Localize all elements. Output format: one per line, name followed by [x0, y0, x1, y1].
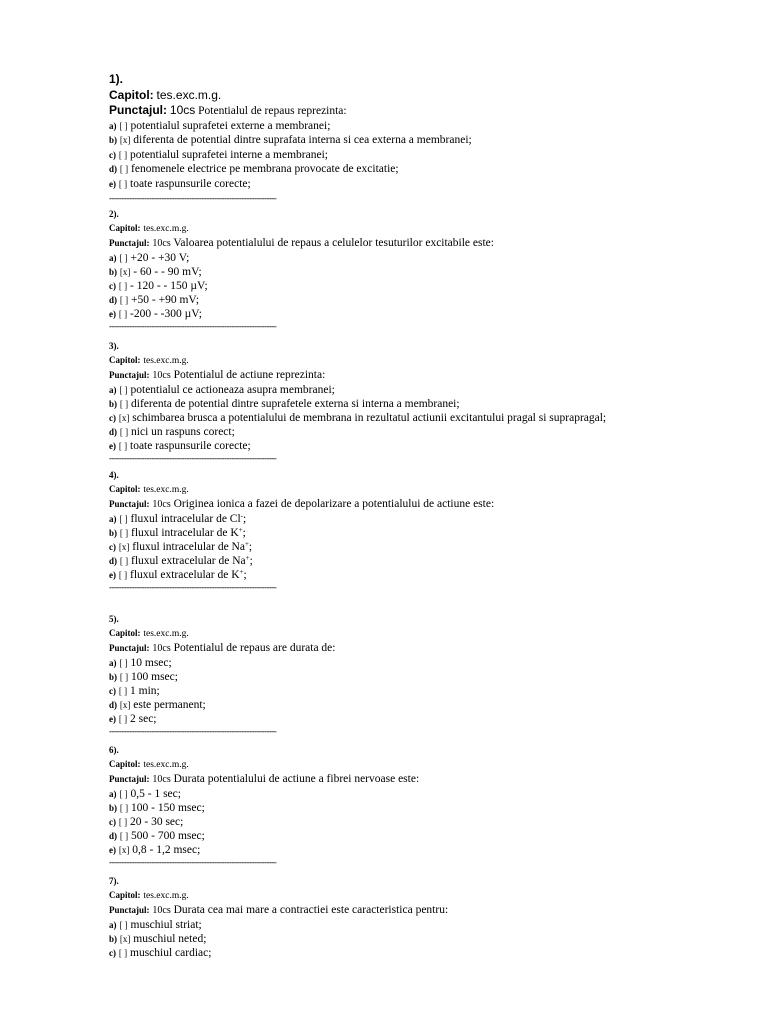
- answer-checkbox: [ ]: [118, 178, 128, 189]
- option-text: toate raspunsurile corecte;: [130, 177, 251, 190]
- chapter-value: tes.exc.m.g.: [143, 485, 189, 495]
- answer-checkbox: [x]: [118, 542, 130, 552]
- answer-checkbox: [x]: [118, 845, 130, 855]
- option-text: 10 msec;: [130, 657, 172, 669]
- score-value: 10cs: [169, 103, 196, 117]
- question-number: 3).: [109, 341, 119, 351]
- question-block: [109, 874, 448, 960]
- option-line: [109, 656, 336, 670]
- charge-superscript: +: [245, 554, 250, 562]
- option-letter: c): [109, 413, 116, 423]
- option-letter: c): [109, 281, 116, 291]
- answer-checkbox: [ ]: [119, 803, 129, 813]
- question-text: Potentialul de repaus are durata de:: [173, 642, 336, 654]
- option-line: [109, 439, 606, 453]
- answer-checkbox: [ ]: [119, 385, 128, 395]
- chapter-line: [109, 88, 472, 104]
- score-label: Punctajul:: [109, 103, 168, 117]
- option-line: [109, 177, 472, 192]
- score-value: 10cs: [152, 499, 171, 510]
- answer-checkbox: [ ]: [119, 920, 128, 930]
- separator-line: [109, 726, 336, 737]
- question-number-line: [109, 612, 336, 626]
- answer-checkbox: [ ]: [119, 514, 128, 524]
- score-value: 10cs: [152, 774, 171, 785]
- answer-checkbox: [ ]: [118, 948, 128, 958]
- option-line: [109, 133, 472, 148]
- score-label: Punctajul:: [109, 905, 150, 915]
- question-block: [109, 468, 494, 593]
- option-line: [109, 397, 606, 411]
- option-line: [109, 932, 448, 946]
- option-letter: b): [109, 934, 118, 944]
- separator: -------------------------------------------------------------------: [109, 321, 277, 331]
- question-number: 1).: [109, 72, 124, 86]
- option-text: muschiul cardiac;: [130, 947, 212, 959]
- option-text: muschiul neted;: [133, 933, 207, 945]
- question-text: Durata potentialului de actiune a fibrei nervoase este:: [173, 773, 420, 785]
- option-text: - 120 - - 150 µV;: [130, 280, 208, 292]
- option-text: +50 - +90 mV;: [131, 294, 200, 306]
- option-punctuation: ;: [249, 555, 253, 567]
- answer-checkbox: [ ]: [119, 399, 129, 409]
- option-punctuation: ;: [242, 527, 246, 539]
- charge-superscript: +: [238, 526, 243, 534]
- answer-checkbox: [x]: [118, 413, 130, 423]
- option-line: [109, 554, 494, 568]
- option-line: [109, 148, 472, 163]
- question-number-line: [109, 207, 494, 221]
- answer-checkbox: [ ]: [119, 427, 129, 437]
- question-number: 7).: [109, 876, 119, 886]
- option-line: [109, 843, 419, 857]
- option-letter: e): [109, 441, 116, 451]
- question-number: 5).: [109, 614, 119, 624]
- answer-checkbox: [ ]: [119, 253, 128, 263]
- chapter-value: tes.exc.m.g.: [143, 629, 189, 639]
- option-letter: b): [109, 135, 118, 145]
- question-text: Durata cea mai mare a contractiei este caracteristica pentru:: [173, 904, 449, 916]
- charge-superscript: -: [240, 512, 244, 520]
- option-line: [109, 787, 419, 801]
- option-line: [109, 698, 336, 712]
- option-letter: a): [109, 658, 117, 668]
- option-letter: a): [109, 514, 117, 524]
- score-label: Punctajul:: [109, 774, 150, 784]
- answer-checkbox: [x]: [119, 267, 131, 277]
- option-line: [109, 119, 472, 134]
- option-text: potentialul suprafetei externe a membranei;: [130, 119, 331, 132]
- option-line: [109, 801, 419, 815]
- score-label: Punctajul:: [109, 643, 150, 653]
- chapter-line: [109, 626, 336, 641]
- chapter-label: Capitol:: [109, 890, 141, 900]
- answer-checkbox: [ ]: [119, 658, 128, 668]
- option-text: fluxul intracelular de Na: [132, 541, 245, 553]
- option-letter: a): [109, 789, 117, 799]
- question-text: Originea ionica a fazei de depolarizare a potentialului de actiune este:: [173, 498, 495, 510]
- answer-checkbox: [ ]: [119, 528, 129, 538]
- option-line: [109, 568, 494, 582]
- charge-superscript: +: [244, 540, 249, 548]
- option-letter: a): [109, 120, 117, 131]
- chapter-value: tes.exc.m.g.: [143, 356, 189, 366]
- score-line: [109, 368, 606, 383]
- separator-line: [109, 582, 494, 593]
- question-number-line: [109, 874, 448, 888]
- option-letter: a): [109, 385, 117, 395]
- chapter-label: Capitol:: [109, 628, 141, 638]
- separator: -------------------------------------------------------------------: [109, 193, 277, 203]
- question-block: [109, 339, 606, 464]
- option-line: [109, 540, 494, 554]
- option-letter: d): [109, 556, 118, 566]
- option-line: [109, 815, 419, 829]
- option-letter: d): [109, 831, 118, 841]
- question-block: [109, 612, 336, 737]
- answer-checkbox: [x]: [119, 135, 131, 145]
- answer-checkbox: [ ]: [119, 556, 129, 566]
- answer-checkbox: [ ]: [118, 570, 128, 580]
- option-line: [109, 918, 448, 932]
- option-line: [109, 512, 494, 526]
- chapter-value: tes.exc.m.g.: [156, 87, 222, 102]
- option-text: 1 min;: [130, 685, 160, 697]
- chapter-line: [109, 757, 419, 772]
- score-label: Punctajul:: [109, 238, 150, 248]
- answer-checkbox: [ ]: [118, 149, 128, 160]
- answer-checkbox: [x]: [119, 934, 131, 944]
- question-text: Valoarea potentialului de repaus a celulelor tesuturilor excitabile este:: [173, 237, 494, 249]
- score-value: 10cs: [152, 643, 171, 654]
- option-letter: b): [109, 267, 118, 277]
- option-letter: c): [109, 948, 116, 958]
- option-text: 100 - 150 msec;: [131, 802, 205, 814]
- option-text: 20 - 30 sec;: [130, 816, 184, 828]
- option-letter: c): [109, 817, 116, 827]
- option-line: [109, 162, 472, 177]
- score-line: [109, 497, 494, 512]
- option-line: [109, 946, 448, 960]
- option-line: [109, 251, 494, 265]
- score-value: 10cs: [152, 370, 171, 381]
- option-punctuation: ;: [248, 541, 253, 553]
- answer-checkbox: [ ]: [119, 295, 129, 305]
- option-letter: e): [109, 178, 116, 189]
- answer-checkbox: [ ]: [118, 309, 128, 319]
- option-letter: b): [109, 672, 118, 682]
- option-text: +20 - +30 V;: [130, 252, 190, 264]
- chapter-line: [109, 221, 494, 236]
- option-text: potentialul suprafetei interne a membranei;: [130, 148, 328, 161]
- option-text: este permanent;: [133, 699, 206, 711]
- question-number-line: [109, 72, 472, 88]
- option-text: 100 msec;: [131, 671, 178, 683]
- question-number: 6).: [109, 745, 119, 755]
- score-line: [109, 641, 336, 656]
- option-line: [109, 684, 336, 698]
- option-line: [109, 829, 419, 843]
- chapter-line: [109, 888, 448, 903]
- option-text: nici un raspuns corect;: [131, 426, 235, 438]
- score-value: 10cs: [152, 905, 171, 916]
- question-number: 4).: [109, 470, 119, 480]
- option-line: [109, 411, 606, 425]
- separator-line: [109, 453, 606, 464]
- option-letter: d): [109, 427, 118, 437]
- option-text: muschiul striat;: [130, 919, 202, 931]
- separator: -------------------------------------------------------------------: [109, 857, 277, 867]
- answer-checkbox: [ ]: [119, 164, 129, 174]
- separator-line: [109, 321, 494, 332]
- option-letter: d): [109, 295, 118, 305]
- question-number: 2).: [109, 209, 119, 219]
- option-letter: e): [109, 845, 116, 855]
- option-text: 2 sec;: [130, 713, 157, 725]
- score-line: [109, 103, 472, 119]
- option-letter: e): [109, 714, 116, 724]
- question-block: [109, 72, 472, 206]
- option-text: fluxul extracelular de Na: [131, 555, 246, 567]
- separator-line: [109, 191, 472, 206]
- separator-line: [109, 857, 419, 868]
- chapter-line: [109, 353, 606, 368]
- option-line: [109, 526, 494, 540]
- chapter-label: Capitol:: [109, 87, 154, 102]
- answer-checkbox: [ ]: [118, 441, 128, 451]
- option-letter: b): [109, 803, 118, 813]
- option-letter: c): [109, 542, 116, 552]
- score-line: [109, 236, 494, 251]
- answer-checkbox: [x]: [119, 700, 131, 710]
- question-block: [109, 207, 494, 332]
- option-letter: a): [109, 920, 117, 930]
- option-text: schimbarea brusca a potentialului de membrana in rezultatul actiunii excitantului pragal si suprapragal;: [132, 412, 607, 424]
- option-line: [109, 265, 494, 279]
- option-text: fluxul intracelular de Cl: [130, 513, 241, 525]
- chapter-label: Capitol:: [109, 484, 141, 494]
- answer-checkbox: [ ]: [119, 789, 128, 799]
- option-text: diferenta de potential dintre suprafetele externa si interna a membranei;: [131, 398, 460, 410]
- question-number-line: [109, 468, 494, 482]
- answer-checkbox: [ ]: [118, 817, 128, 827]
- option-punctuation: ;: [243, 513, 247, 525]
- option-text: 0,8 - 1,2 msec;: [132, 844, 201, 856]
- chapter-value: tes.exc.m.g.: [143, 760, 189, 770]
- answer-checkbox: [ ]: [118, 686, 128, 696]
- separator: -------------------------------------------------------------------: [109, 453, 277, 463]
- question-text: Potentialul de repaus reprezinta:: [198, 105, 347, 117]
- option-letter: c): [109, 686, 116, 696]
- separator: -------------------------------------------------------------------: [109, 582, 277, 592]
- option-punctuation: ;: [243, 569, 247, 581]
- option-letter: d): [109, 164, 118, 174]
- score-line: [109, 772, 419, 787]
- option-line: [109, 425, 606, 439]
- option-text: toate raspunsurile corecte;: [130, 440, 251, 452]
- option-text: diferenta de potential dintre suprafata interna si cea externa a membranei;: [133, 134, 472, 146]
- option-text: fluxul intracelular de K: [131, 527, 239, 539]
- option-letter: e): [109, 309, 116, 319]
- chapter-label: Capitol:: [109, 223, 141, 233]
- option-letter: b): [109, 399, 118, 409]
- option-letter: d): [109, 700, 118, 710]
- option-text: fenomenele electrice pe membrana provocate de excitatie;: [131, 163, 399, 175]
- chapter-value: tes.exc.m.g.: [143, 891, 189, 901]
- option-line: [109, 670, 336, 684]
- option-line: [109, 307, 494, 321]
- option-letter: e): [109, 570, 116, 580]
- charge-superscript: +: [239, 568, 244, 576]
- separator: -------------------------------------------------------------------: [109, 726, 277, 736]
- chapter-line: [109, 482, 494, 497]
- question-number-line: [109, 339, 606, 353]
- answer-checkbox: [ ]: [119, 831, 129, 841]
- option-text: -200 - -300 µV;: [130, 308, 202, 320]
- chapter-value: tes.exc.m.g.: [143, 224, 189, 234]
- option-line: [109, 383, 606, 397]
- option-letter: a): [109, 253, 117, 263]
- question-text: Potentialul de actiune reprezinta:: [173, 369, 326, 381]
- answer-checkbox: [ ]: [118, 714, 128, 724]
- score-line: [109, 903, 448, 918]
- chapter-label: Capitol:: [109, 759, 141, 769]
- score-label: Punctajul:: [109, 370, 150, 380]
- option-line: [109, 712, 336, 726]
- question-number-line: [109, 743, 419, 757]
- score-label: Punctajul:: [109, 499, 150, 509]
- option-text: - 60 - - 90 mV;: [133, 266, 202, 278]
- answer-checkbox: [ ]: [118, 281, 128, 291]
- answer-checkbox: [ ]: [119, 120, 128, 131]
- option-text: fluxul extracelular de K: [130, 569, 240, 581]
- option-text: 500 - 700 msec;: [131, 830, 205, 842]
- option-text: 0,5 - 1 sec;: [130, 788, 181, 800]
- answer-checkbox: [ ]: [119, 672, 129, 682]
- score-value: 10cs: [152, 238, 171, 249]
- option-letter: c): [109, 149, 116, 160]
- option-line: [109, 293, 494, 307]
- option-letter: b): [109, 528, 118, 538]
- option-text: potentialul ce actioneaza asupra membranei;: [130, 384, 335, 396]
- chapter-label: Capitol:: [109, 355, 141, 365]
- question-block: [109, 743, 419, 868]
- option-line: [109, 279, 494, 293]
